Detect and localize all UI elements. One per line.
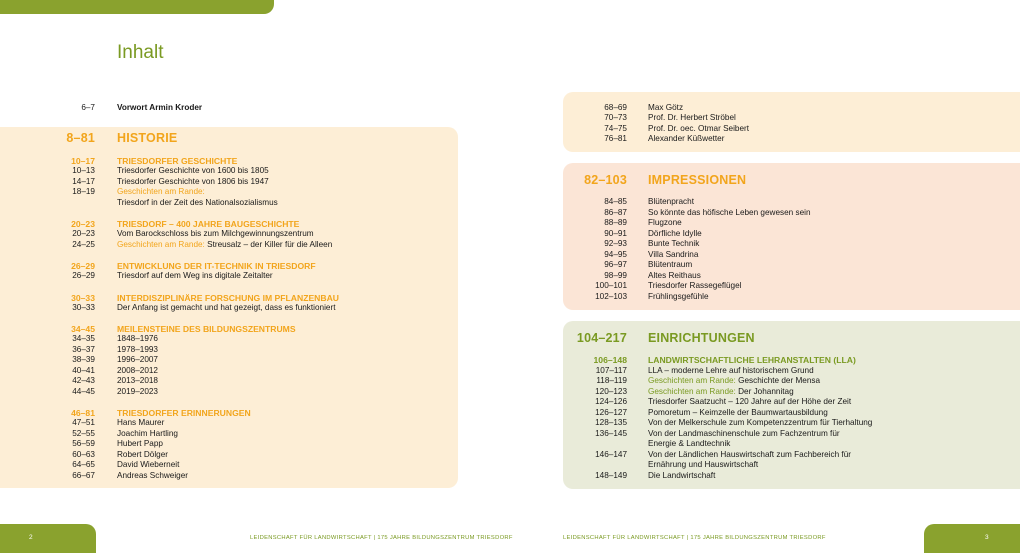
footer-bar-left bbox=[0, 524, 96, 553]
impressionen-panel bbox=[563, 163, 1020, 310]
page-number-right: 3 bbox=[985, 534, 989, 541]
page-number-left: 2 bbox=[29, 534, 33, 541]
continuation-panel bbox=[563, 92, 1020, 152]
footer-text-left: LEIDENSCHAFT FÜR LANDWIRTSCHAFT | 175 JAHRE BILDUNGSZENTRUM TRIESDORF bbox=[250, 535, 513, 541]
footer-text-right: LEIDENSCHAFT FÜR LANDWIRTSCHAFT | 175 JAHRE BILDUNGSZENTRUM TRIESDORF bbox=[563, 535, 826, 541]
footer-bar-right bbox=[924, 524, 1020, 553]
page-title: Inhalt bbox=[117, 42, 164, 63]
top-accent-bar bbox=[0, 0, 274, 14]
